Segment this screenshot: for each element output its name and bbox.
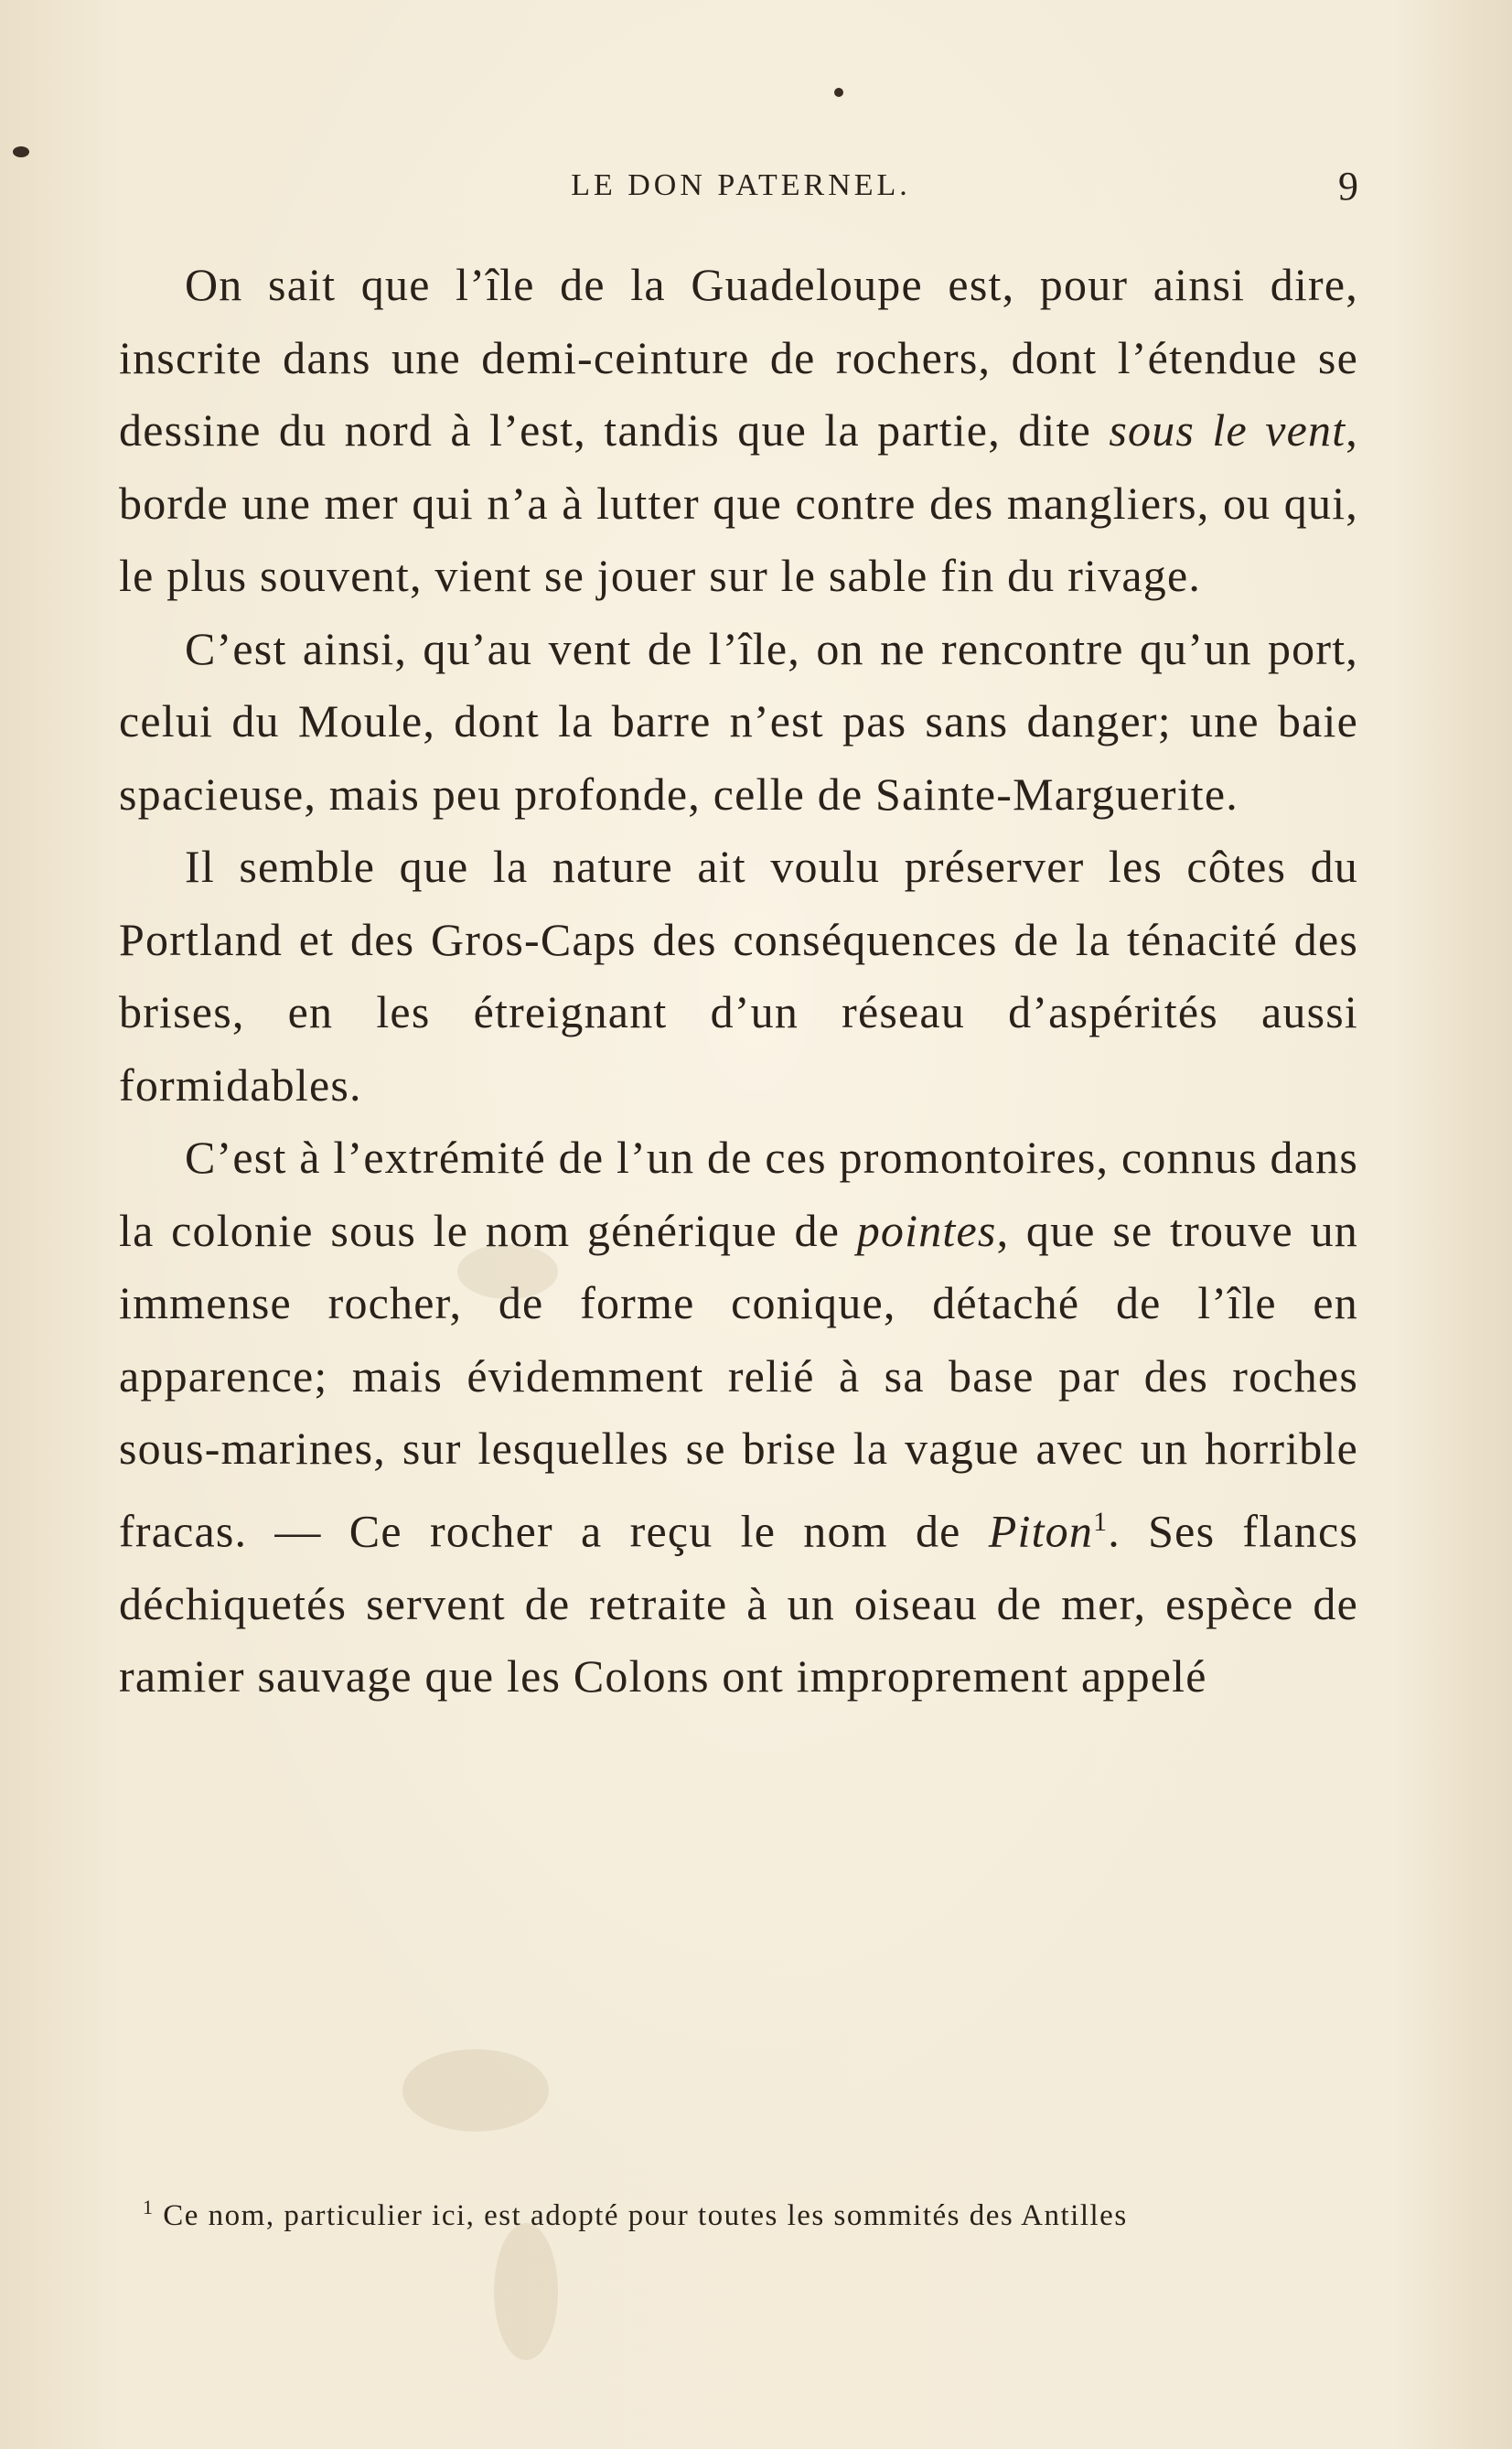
ink-speck	[13, 146, 29, 157]
footnote-text: Ce nom, particulier ici, est adopté pour toutes les sommités des Antilles	[154, 2199, 1128, 2232]
running-head	[123, 163, 1358, 209]
paragraph-4-text-b: , que se trouve un immense rocher, de forme conique, détaché de l’île en apparence; mais évidemment relié à sa base par des roches sous-marines, sur lesquelles se brise la vague avec un horrible fracas. — Ce rocher a reçu le nom de	[119, 1204, 1358, 1557]
italic-term: sous le vent	[1109, 404, 1346, 456]
paragraph-1-text-a: On sait que l’île de la Guadeloupe est, pour ainsi dire, inscrite dans une demi-ceinture de rochers, dont l’étendue se dessine du nord à l’est, tandis que la partie, dite	[119, 259, 1358, 456]
body-text	[119, 249, 1358, 1713]
running-title: LE DON PATERNEL.	[571, 168, 911, 202]
page-number: 9	[1338, 164, 1358, 209]
italic-term: pointes	[856, 1204, 997, 1256]
paragraph-1	[119, 249, 1358, 613]
paper-stain	[402, 2049, 549, 2132]
italic-term: Piton	[988, 1505, 1094, 1557]
paragraph-4-text-a: C’est à l’extrémité de l’un de ces promontoires, connus dans la colonie sous le nom générique de	[119, 1132, 1358, 1256]
paragraph-4-text-c: . Ses flancs déchiquetés servent de retraite à un oiseau de mer, espèce de ramier sauvage que les Colons ont improprement appelé	[119, 1505, 1358, 1702]
paper-stain	[494, 2223, 558, 2360]
paragraph-3: Il semble que la nature ait voulu préserver les côtes du Portland et des Gros-Caps des conséquences de la ténacité des brises, en les étreignant d’un réseau d’aspérités aussi formidables.	[119, 841, 1358, 1111]
footnote-reference[interactable]: 1	[1093, 1506, 1109, 1537]
ink-speck	[834, 88, 843, 97]
paragraph-4	[119, 1122, 1358, 1713]
paragraph-1-text-b: , borde une mer qui n’a à lutter que contre des mangliers, ou qui, le plus souvent, vient se jouer sur le sable fin du rivage.	[119, 404, 1358, 601]
footnote-mark: 1	[143, 2196, 155, 2218]
footnote	[119, 2186, 1358, 2237]
paragraph-2: C’est ainsi, qu’au vent de l’île, on ne rencontre qu’un port, celui du Moule, dont la barre n’est pas sans danger; une baie spacieuse, mais peu profonde, celle de Sainte-Marguerite.	[119, 622, 1358, 820]
